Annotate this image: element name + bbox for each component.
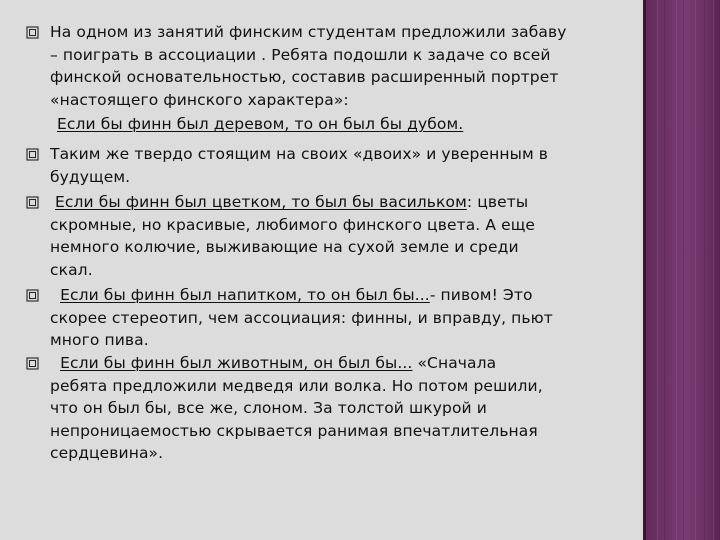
drink-description: - пивом! Это скорее стереотип, чем ассоциация: финны, и вправду, пьют много пива. [50,286,553,349]
bullet-text-3 [50,191,555,281]
animal-association: Если бы финн был животным, он был бы... [60,354,413,372]
checkbox-square-icon [26,26,39,39]
bullet-text-2: Таким же твердо стоящим на своих «двоих» и уверенным в будущем. [50,145,548,186]
checkbox-square-icon [26,357,39,370]
checkbox-square-icon [26,148,39,161]
flower-description: : цветы скромные, но красивые, любимого финского цвета. А еще немного колючие, выживающие на сухой земле и среди скал. [50,193,536,279]
tree-association-line: Если бы финн был деревом, то он был бы дубом. [57,115,464,133]
drink-association: Если бы финн был напитком, то он был бы... [60,286,430,304]
bullet-text-4 [50,284,555,352]
checkbox-square-icon [26,289,39,302]
checkbox-square-icon [26,196,39,209]
decorative-side-bar [643,0,720,540]
bullet-text-1: На одном из занятий финским студентам предложили забаву – поиграть в ассоциации . Ребята подошли к задаче со всей финской основательностью, составив расширенный портрет «настоящего финского характера»: [50,23,567,109]
animal-description: «Сначала ребята предложили медведя или волка. Но потом решили, что он был бы, все же, слоном. За толстой шкурой и непроницаемостью скрывается ранимая впечатлительная сердцевина». [50,354,543,462]
flower-association: Если бы финн был цветком, то был бы васильком [55,193,467,211]
bullet-text-5 [50,352,555,465]
